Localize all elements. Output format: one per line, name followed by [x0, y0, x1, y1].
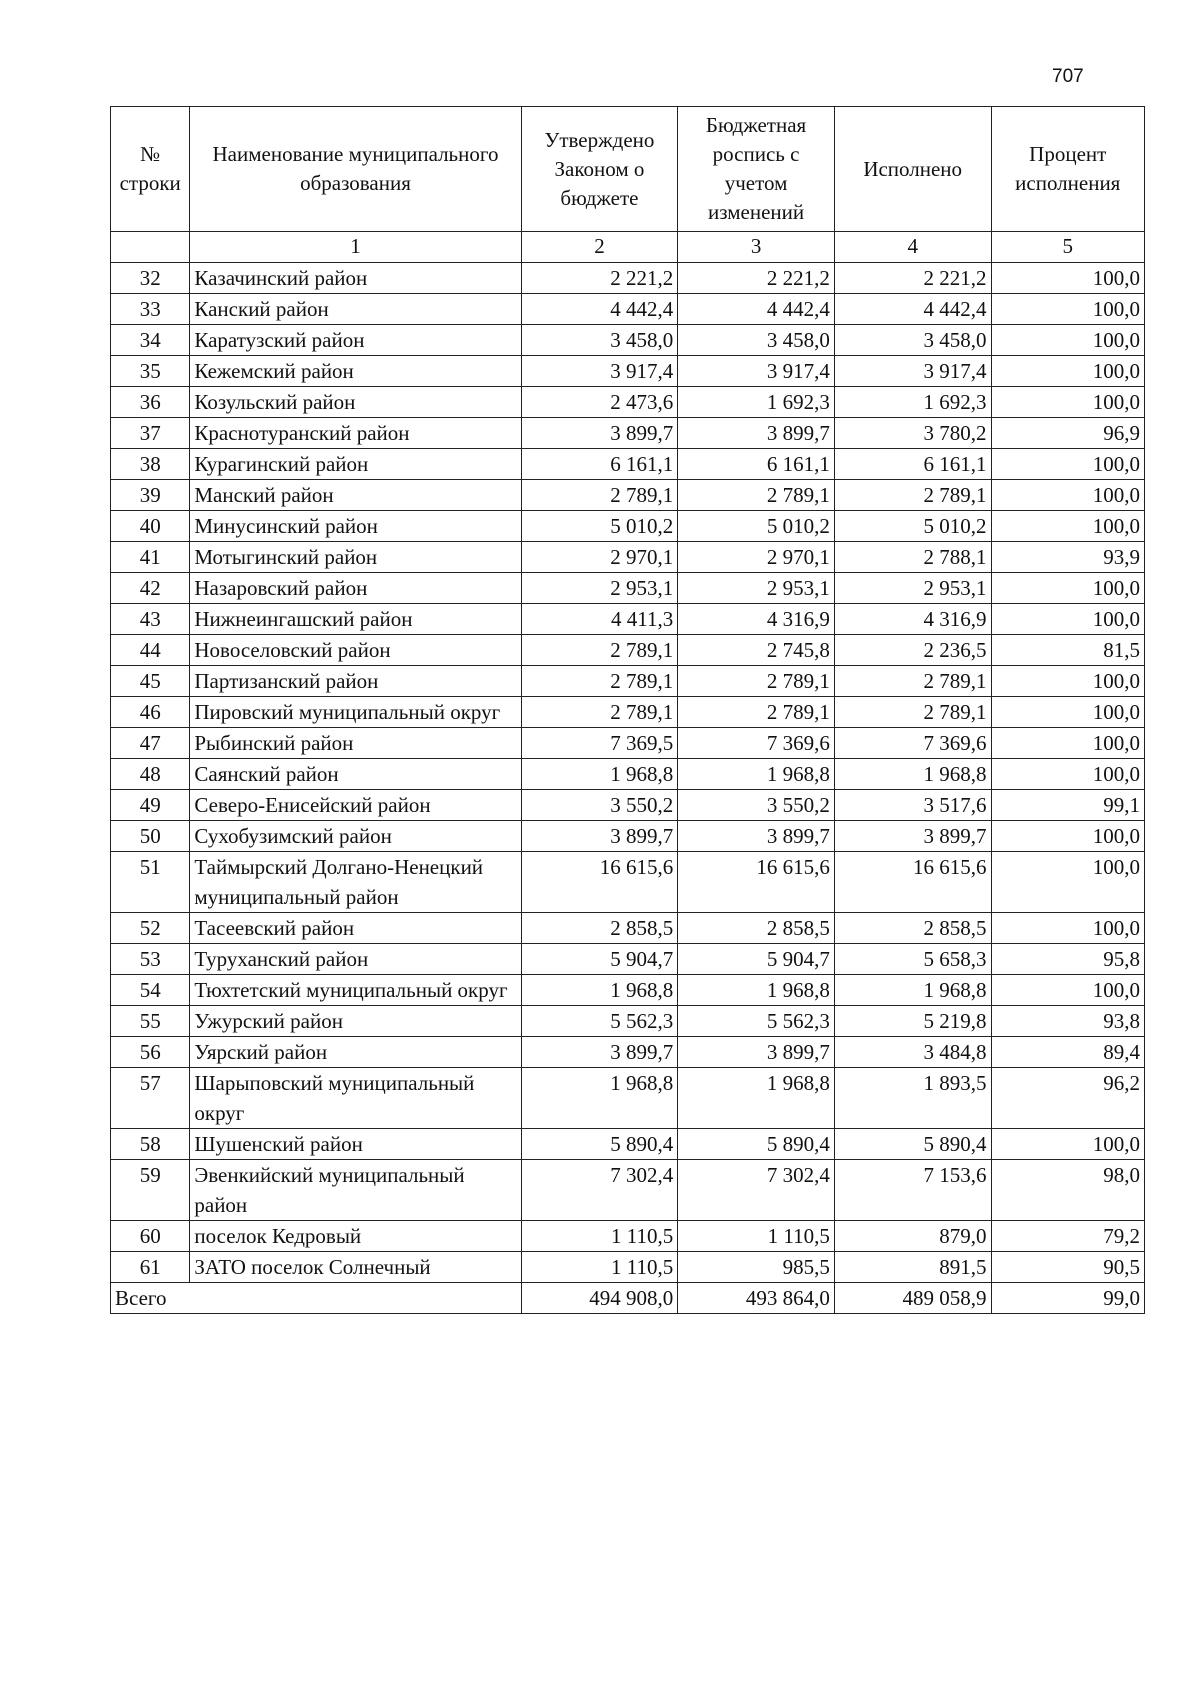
table-row	[111, 635, 1145, 666]
percent-value: 100,0	[991, 666, 1145, 697]
executed-value: 891,5	[834, 1252, 991, 1283]
municipality-name: Таймырский Долгано-Ненецкий муниципальный район	[190, 852, 521, 913]
row-number: 50	[111, 821, 190, 852]
table-row	[111, 1160, 1145, 1221]
column-number: 2	[521, 232, 678, 263]
executed-value: 2 953,1	[834, 573, 991, 604]
row-number: 52	[111, 913, 190, 944]
row-number: 42	[111, 573, 190, 604]
approved-value: 2 789,1	[521, 635, 678, 666]
percent-value: 100,0	[991, 821, 1145, 852]
total-percent: 99,0	[991, 1283, 1145, 1314]
executed-value: 2 858,5	[834, 913, 991, 944]
executed-value: 2 789,1	[834, 666, 991, 697]
municipality-name: Шарыповский муниципальный округ	[190, 1068, 521, 1129]
percent-value: 95,8	[991, 944, 1145, 975]
approved-value: 5 562,3	[521, 1006, 678, 1037]
approved-value: 1 110,5	[521, 1252, 678, 1283]
percent-value: 100,0	[991, 511, 1145, 542]
row-number: 53	[111, 944, 190, 975]
schedule-value: 4 442,4	[678, 294, 835, 325]
row-number: 39	[111, 480, 190, 511]
row-number: 35	[111, 356, 190, 387]
municipality-name: Туруханский район	[190, 944, 521, 975]
table-row	[111, 387, 1145, 418]
table-row	[111, 975, 1145, 1006]
schedule-value: 6 161,1	[678, 449, 835, 480]
schedule-value: 2 858,5	[678, 913, 835, 944]
total-approved: 494 908,0	[521, 1283, 678, 1314]
row-number: 55	[111, 1006, 190, 1037]
approved-value: 1 968,8	[521, 759, 678, 790]
table-row	[111, 263, 1145, 294]
municipality-name: Уярский район	[190, 1037, 521, 1068]
schedule-value: 5 904,7	[678, 944, 835, 975]
table-row	[111, 1129, 1145, 1160]
table-row	[111, 944, 1145, 975]
executed-value: 2 236,5	[834, 635, 991, 666]
schedule-value: 1 968,8	[678, 759, 835, 790]
table-row	[111, 511, 1145, 542]
executed-value: 3 484,8	[834, 1037, 991, 1068]
schedule-value: 2 221,2	[678, 263, 835, 294]
approved-value: 7 302,4	[521, 1160, 678, 1221]
table-row	[111, 852, 1145, 913]
schedule-value: 5 890,4	[678, 1129, 835, 1160]
approved-value: 5 010,2	[521, 511, 678, 542]
municipality-name: поселок Кедровый	[190, 1221, 521, 1252]
municipality-name: Партизанский район	[190, 666, 521, 697]
municipality-name: Мотыгинский район	[190, 542, 521, 573]
approved-value: 3 899,7	[521, 1037, 678, 1068]
approved-value: 3 899,7	[521, 821, 678, 852]
row-number: 58	[111, 1129, 190, 1160]
row-number: 59	[111, 1160, 190, 1221]
row-number: 57	[111, 1068, 190, 1129]
approved-value: 5 904,7	[521, 944, 678, 975]
row-number: 61	[111, 1252, 190, 1283]
table-row	[111, 790, 1145, 821]
column-number: 3	[678, 232, 835, 263]
approved-value: 4 411,3	[521, 604, 678, 635]
schedule-value: 7 369,6	[678, 728, 835, 759]
table-row	[111, 759, 1145, 790]
table-row	[111, 325, 1145, 356]
percent-value: 98,0	[991, 1160, 1145, 1221]
row-number: 36	[111, 387, 190, 418]
percent-value: 96,9	[991, 418, 1145, 449]
percent-value: 100,0	[991, 697, 1145, 728]
total-executed: 489 058,9	[834, 1283, 991, 1314]
percent-value: 93,9	[991, 542, 1145, 573]
executed-value: 3 780,2	[834, 418, 991, 449]
municipality-name: Тасеевский район	[190, 913, 521, 944]
table-row	[111, 1006, 1145, 1037]
table-row	[111, 821, 1145, 852]
municipality-name: Новоселовский район	[190, 635, 521, 666]
schedule-value: 3 458,0	[678, 325, 835, 356]
row-number: 56	[111, 1037, 190, 1068]
row-number: 40	[111, 511, 190, 542]
executed-value: 1 692,3	[834, 387, 991, 418]
executed-value: 3 917,4	[834, 356, 991, 387]
schedule-value: 16 615,6	[678, 852, 835, 913]
table-row	[111, 913, 1145, 944]
municipality-name: ЗАТО поселок Солнечный	[190, 1252, 521, 1283]
percent-value: 93,8	[991, 1006, 1145, 1037]
table-row	[111, 449, 1145, 480]
schedule-value: 5 562,3	[678, 1006, 835, 1037]
municipality-name: Тюхтетский муниципальный округ	[190, 975, 521, 1006]
table-row	[111, 604, 1145, 635]
percent-value: 100,0	[991, 387, 1145, 418]
municipality-name: Северо-Енисейский район	[190, 790, 521, 821]
percent-value: 79,2	[991, 1221, 1145, 1252]
row-number: 54	[111, 975, 190, 1006]
row-number: 33	[111, 294, 190, 325]
schedule-value: 1 968,8	[678, 1068, 835, 1129]
row-number: 32	[111, 263, 190, 294]
executed-value: 6 161,1	[834, 449, 991, 480]
row-number: 47	[111, 728, 190, 759]
executed-value: 2 788,1	[834, 542, 991, 573]
municipality-name: Казачинский район	[190, 263, 521, 294]
approved-value: 3 899,7	[521, 418, 678, 449]
schedule-value: 1 110,5	[678, 1221, 835, 1252]
table-row	[111, 356, 1145, 387]
row-number: 51	[111, 852, 190, 913]
approved-value: 1 968,8	[521, 1068, 678, 1129]
percent-value: 100,0	[991, 573, 1145, 604]
approved-value: 16 615,6	[521, 852, 678, 913]
municipality-name: Сухобузимский район	[190, 821, 521, 852]
schedule-value: 2 953,1	[678, 573, 835, 604]
schedule-value: 2 789,1	[678, 666, 835, 697]
header-row-number: № строки	[111, 107, 190, 232]
municipality-name: Козульский район	[190, 387, 521, 418]
schedule-value: 3 899,7	[678, 821, 835, 852]
municipality-name: Кежемский район	[190, 356, 521, 387]
executed-value: 1 893,5	[834, 1068, 991, 1129]
row-number: 48	[111, 759, 190, 790]
header-executed: Исполнено	[834, 107, 991, 232]
executed-value: 879,0	[834, 1221, 991, 1252]
municipality-name: Краснотуранский район	[190, 418, 521, 449]
row-number: 46	[111, 697, 190, 728]
approved-value: 5 890,4	[521, 1129, 678, 1160]
schedule-value: 1 692,3	[678, 387, 835, 418]
percent-value: 100,0	[991, 449, 1145, 480]
executed-value: 5 658,3	[834, 944, 991, 975]
schedule-value: 5 010,2	[678, 511, 835, 542]
approved-value: 4 442,4	[521, 294, 678, 325]
row-number: 49	[111, 790, 190, 821]
municipality-name: Канский район	[190, 294, 521, 325]
schedule-value: 3 899,7	[678, 1037, 835, 1068]
percent-value: 100,0	[991, 728, 1145, 759]
schedule-value: 3 917,4	[678, 356, 835, 387]
executed-value: 1 968,8	[834, 975, 991, 1006]
municipality-name: Минусинский район	[190, 511, 521, 542]
executed-value: 2 789,1	[834, 697, 991, 728]
percent-value: 100,0	[991, 604, 1145, 635]
total-label: Всего	[111, 1283, 522, 1314]
table-row	[111, 666, 1145, 697]
executed-value: 4 442,4	[834, 294, 991, 325]
municipality-name: Шушенский район	[190, 1129, 521, 1160]
row-number: 37	[111, 418, 190, 449]
municipality-name: Нижнеингашский район	[190, 604, 521, 635]
percent-value: 96,2	[991, 1068, 1145, 1129]
executed-value: 3 458,0	[834, 325, 991, 356]
percent-value: 100,0	[991, 975, 1145, 1006]
schedule-value: 985,5	[678, 1252, 835, 1283]
table-row	[111, 728, 1145, 759]
percent-value: 90,5	[991, 1252, 1145, 1283]
table-row	[111, 1221, 1145, 1252]
municipality-name: Каратузский район	[190, 325, 521, 356]
column-number: 5	[991, 232, 1145, 263]
approved-value: 3 917,4	[521, 356, 678, 387]
percent-value: 100,0	[991, 480, 1145, 511]
schedule-value: 3 899,7	[678, 418, 835, 449]
approved-value: 3 550,2	[521, 790, 678, 821]
approved-value: 2 473,6	[521, 387, 678, 418]
table-row	[111, 1252, 1145, 1283]
percent-value: 100,0	[991, 1129, 1145, 1160]
column-number: 1	[190, 232, 521, 263]
municipality-name: Манский район	[190, 480, 521, 511]
percent-value: 89,4	[991, 1037, 1145, 1068]
total-row	[111, 1283, 1145, 1314]
municipality-name: Ужурский район	[190, 1006, 521, 1037]
percent-value: 100,0	[991, 759, 1145, 790]
municipality-name: Назаровский район	[190, 573, 521, 604]
percent-value: 100,0	[991, 356, 1145, 387]
table-row	[111, 1037, 1145, 1068]
table-row	[111, 542, 1145, 573]
table-row	[111, 697, 1145, 728]
approved-value: 2 789,1	[521, 697, 678, 728]
approved-value: 2 953,1	[521, 573, 678, 604]
approved-value: 2 789,1	[521, 666, 678, 697]
percent-value: 100,0	[991, 263, 1145, 294]
header-percent: Процент исполнения	[991, 107, 1145, 232]
schedule-value: 2 789,1	[678, 697, 835, 728]
schedule-value: 2 970,1	[678, 542, 835, 573]
header-approved: Утверждено Законом о бюджете	[521, 107, 678, 232]
budget-table	[110, 106, 1145, 1314]
schedule-value: 2 789,1	[678, 480, 835, 511]
table-row	[111, 1068, 1145, 1129]
row-number: 41	[111, 542, 190, 573]
row-number: 44	[111, 635, 190, 666]
municipality-name: Эвенкийский муниципальный район	[190, 1160, 521, 1221]
column-number-empty	[111, 232, 190, 263]
municipality-name: Рыбинский район	[190, 728, 521, 759]
percent-value: 100,0	[991, 294, 1145, 325]
header-municipality-name: Наименование муниципального образования	[190, 107, 521, 232]
executed-value: 3 899,7	[834, 821, 991, 852]
approved-value: 1 968,8	[521, 975, 678, 1006]
row-number: 60	[111, 1221, 190, 1252]
executed-value: 5 890,4	[834, 1129, 991, 1160]
executed-value: 7 153,6	[834, 1160, 991, 1221]
approved-value: 1 110,5	[521, 1221, 678, 1252]
municipality-name: Курагинский район	[190, 449, 521, 480]
executed-value: 16 615,6	[834, 852, 991, 913]
approved-value: 2 789,1	[521, 480, 678, 511]
executed-value: 5 219,8	[834, 1006, 991, 1037]
row-number: 34	[111, 325, 190, 356]
executed-value: 7 369,6	[834, 728, 991, 759]
executed-value: 1 968,8	[834, 759, 991, 790]
percent-value: 100,0	[991, 852, 1145, 913]
approved-value: 6 161,1	[521, 449, 678, 480]
municipality-name: Пировский муниципальный округ	[190, 697, 521, 728]
approved-value: 2 221,2	[521, 263, 678, 294]
schedule-value: 3 550,2	[678, 790, 835, 821]
approved-value: 7 369,5	[521, 728, 678, 759]
total-schedule: 493 864,0	[678, 1283, 835, 1314]
schedule-value: 7 302,4	[678, 1160, 835, 1221]
executed-value: 4 316,9	[834, 604, 991, 635]
page-number: 707	[1052, 66, 1084, 87]
percent-value: 100,0	[991, 913, 1145, 944]
executed-value: 5 010,2	[834, 511, 991, 542]
municipality-name: Саянский район	[190, 759, 521, 790]
schedule-value: 4 316,9	[678, 604, 835, 635]
percent-value: 100,0	[991, 325, 1145, 356]
row-number: 38	[111, 449, 190, 480]
row-number: 43	[111, 604, 190, 635]
column-number-row	[111, 232, 1145, 263]
header-budget-schedule: Бюджетная роспись с учетом изменений	[678, 107, 835, 232]
percent-value: 99,1	[991, 790, 1145, 821]
table-row	[111, 480, 1145, 511]
approved-value: 2 858,5	[521, 913, 678, 944]
header-row	[111, 107, 1145, 232]
table-row	[111, 294, 1145, 325]
approved-value: 2 970,1	[521, 542, 678, 573]
schedule-value: 2 745,8	[678, 635, 835, 666]
executed-value: 2 789,1	[834, 480, 991, 511]
row-number: 45	[111, 666, 190, 697]
executed-value: 3 517,6	[834, 790, 991, 821]
table-row	[111, 418, 1145, 449]
percent-value: 81,5	[991, 635, 1145, 666]
column-number: 4	[834, 232, 991, 263]
schedule-value: 1 968,8	[678, 975, 835, 1006]
executed-value: 2 221,2	[834, 263, 991, 294]
approved-value: 3 458,0	[521, 325, 678, 356]
table-row	[111, 573, 1145, 604]
